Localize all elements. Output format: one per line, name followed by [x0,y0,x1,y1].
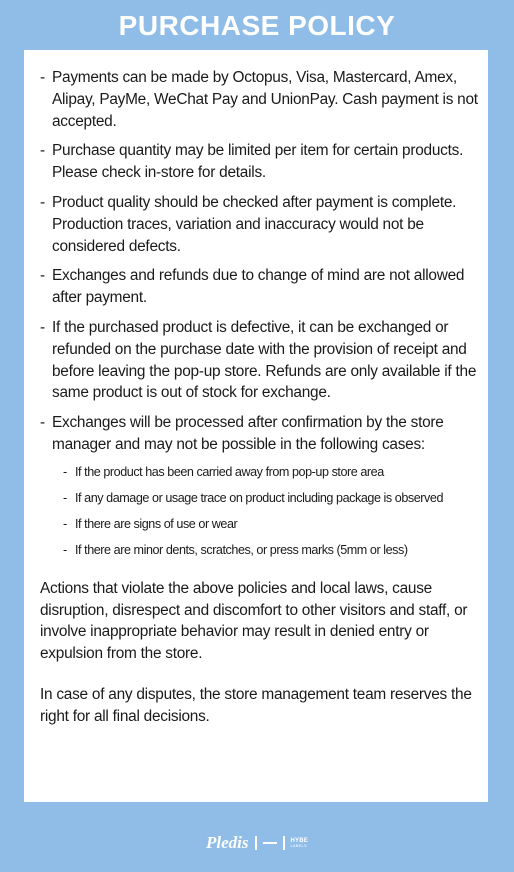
pledis-logo: Pledis [206,833,249,852]
logo-divider [283,836,285,850]
policy-item-text: Purchase quantity may be limited per item for certain products. Please check in-store for details. [52,142,464,182]
footer-logos [0,828,514,858]
exception-item [63,488,480,509]
exception-item [63,462,480,483]
conduct-paragraph: Actions that violate the above policies and local laws, cause disruption, disrespect and discomfort to other visitors and staff, or involve inappropriate behavior may result in denied entry or expulsion from the store. [40,579,468,663]
policy-item-text: Payments can be made by Octopus, Visa, Mastercard, Amex, Alipay, PayMe, WeChat Pay and UnionPay. Cash payment is not accepted. [52,69,478,130]
policy-item-exchanges [40,412,480,561]
policy-card [24,50,488,802]
policy-item-quantity [40,140,480,184]
bullet-dash: - [63,464,67,479]
bullet-dash: - [63,516,67,531]
bullet-dash: - [40,142,45,160]
page-title: PURCHASE POLICY [118,10,396,41]
hybe-logo-text: HYBE [290,838,308,844]
logo-line [263,842,277,844]
exchange-exceptions-list [63,462,480,561]
policy-item-change-of-mind [40,265,480,309]
exception-item [63,514,480,535]
logo-divider [255,836,257,850]
bullet-dash: - [40,318,45,336]
exception-text: If there are minor dents, scratches, or press marks (5mm or less) [75,542,408,557]
labels-logo-text: LABELS [290,843,307,848]
policy-item-defective [40,317,480,404]
hybe-labels-logo [291,838,308,848]
bullet-dash: - [40,267,45,285]
policy-item-text: Exchanges will be processed after confirmation by the store manager and may not be possible in the following cases: [52,414,444,453]
disputes-paragraph: In case of any disputes, the store management team reserves the right for all final decisions. [40,685,472,725]
policy-item-quality [40,192,480,257]
bullet-dash: - [40,69,45,86]
exception-text: If there are signs of use or wear [75,516,238,531]
policy-item-payments [40,67,480,132]
bullet-dash: - [40,414,45,432]
exception-text: If any damage or usage trace on product including package is observed [75,490,444,505]
exception-item [63,540,480,561]
policy-item-text: Exchanges and refunds due to change of mind are not allowed after payment. [52,267,465,307]
policy-item-text: If the purchased product is defective, it can be exchanged or refunded on the purchase date with the provision of receipt and before leaving the pop-up store. Refunds are only available if the same product is out of stock for exchange. [52,318,477,402]
bullet-dash: - [63,542,67,557]
bullet-dash: - [40,193,45,211]
bullet-dash: - [63,490,67,505]
policy-content [40,67,480,728]
policy-item-text: Product quality should be checked after payment is complete. Production traces, variation and inaccuracy would not be considered defects. [52,193,457,255]
exception-text: If the product has been carried away from pop-up store area [75,464,384,479]
